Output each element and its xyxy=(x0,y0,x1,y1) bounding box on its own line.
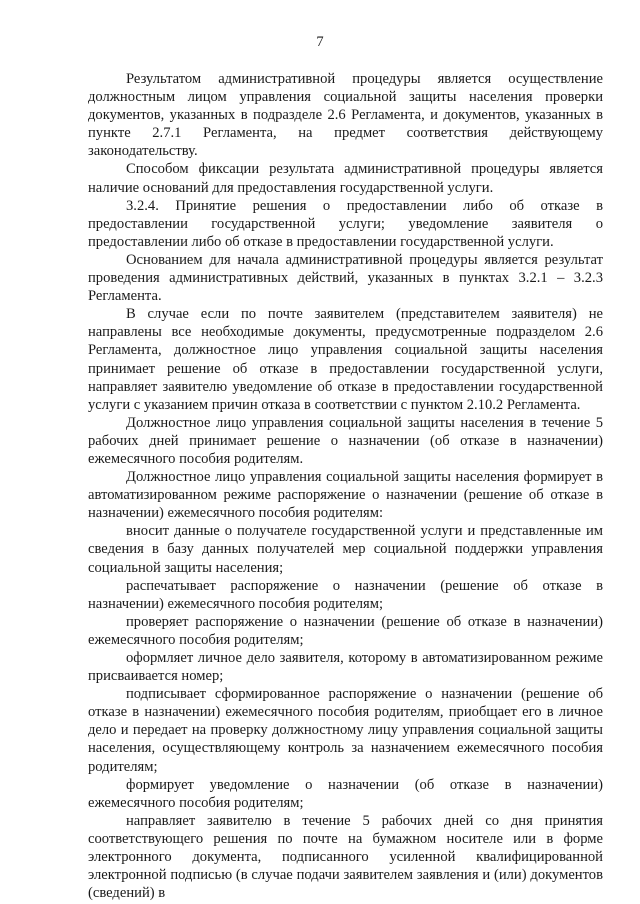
list-item-sign-order: подписывает сформированное распоряжение о назначении (решение об отказе в назначении) ежемесячного пособия родителям, приобщает его в личное дело и передает на проверку должностному лицу управления социальной защиты населения, осуществляющему контроль за назначением ежемесячного пособия родителям; xyxy=(88,686,603,775)
list-item-print-order: распечатывает распоряжение о назначении (решение об отказе в назначении) ежемесячного пособия родителям; xyxy=(88,577,603,612)
list-item-form-notice: формирует уведомление о назначении (об отказе в назначении) ежемесячного пособия родителям; xyxy=(88,776,603,811)
paragraph-decision-deadline: Должностное лицо управления социальной защиты населения в течение 5 рабочих дней принимает решение о назначении (об отказе в назначении) ежемесячного пособия родителям. xyxy=(88,414,603,467)
page-number: 7 xyxy=(316,34,324,50)
list-item-check-order: проверяет распоряжение о назначении (решение об отказе в назначении) ежемесячного пособия родителям; xyxy=(88,613,603,648)
paragraph-order-formation: Должностное лицо управления социальной защиты населения формирует в автоматизированном режиме распоряжение о назначении (решение об отказе в назначении) ежемесячного пособия родителям: xyxy=(88,469,603,522)
paragraph-section-3-2-4: 3.2.4. Принятие решения о предоставлении либо об отказе в предоставлении государственной услуги; уведомление заявителя о предоставлении либо об отказе в предоставлении государственной услуги. xyxy=(88,197,603,250)
list-item-personal-file: оформляет личное дело заявителя, которому в автоматизированном режиме присваивается номер; xyxy=(88,650,603,685)
paragraph-result-check: Результатом административной процедуры является осуществление должностным лицом управления социальной защиты населения проверки документов, указанных в подразделе 2.6 Регламента, и документов, указанных в пункте 2.7.1 Регламента, на предмет соответствия действующему законодательству. xyxy=(88,71,603,160)
paragraph-fixation-method: Способом фиксации результата административной процедуры является наличие оснований для предоставления государственной услуги. xyxy=(88,161,603,196)
document-body xyxy=(88,70,603,902)
paragraph-refusal-by-mail: В случае если по почте заявителем (представителем заявителя) не направлены все необходимые документы, предусмотренные подразделом 2.6 Регламента, должностное лицо управления социальной защиты населения принимает решение об отказе в предоставлении государственной услуги, направляет заявителю уведомление об отказе в предоставлении государственной услуги с указанием причин отказа в соответствии с пунктом 2.10.2 Регламента. xyxy=(88,306,603,413)
paragraph-procedure-basis: Основанием для начала административной процедуры является результат проведения административных действий, указанных в пунктах 3.2.1 – 3.2.3 Регламента. xyxy=(88,251,603,305)
list-item-send-notice: направляет заявителю в течение 5 рабочих дней со дня принятия соответствующего решения по почте на бумажном носителе или в форме электронного документа, подписанного усиленной квалифицированной электронной подписью (в случае подачи заявителем заявления и (или) документов (сведений) в xyxy=(88,812,603,902)
list-item-enter-data: вносит данные о получателе государственной услуги и представленные им сведения в базу данных получателей мер социальной поддержки управления социальной защиты населения; xyxy=(88,523,603,576)
